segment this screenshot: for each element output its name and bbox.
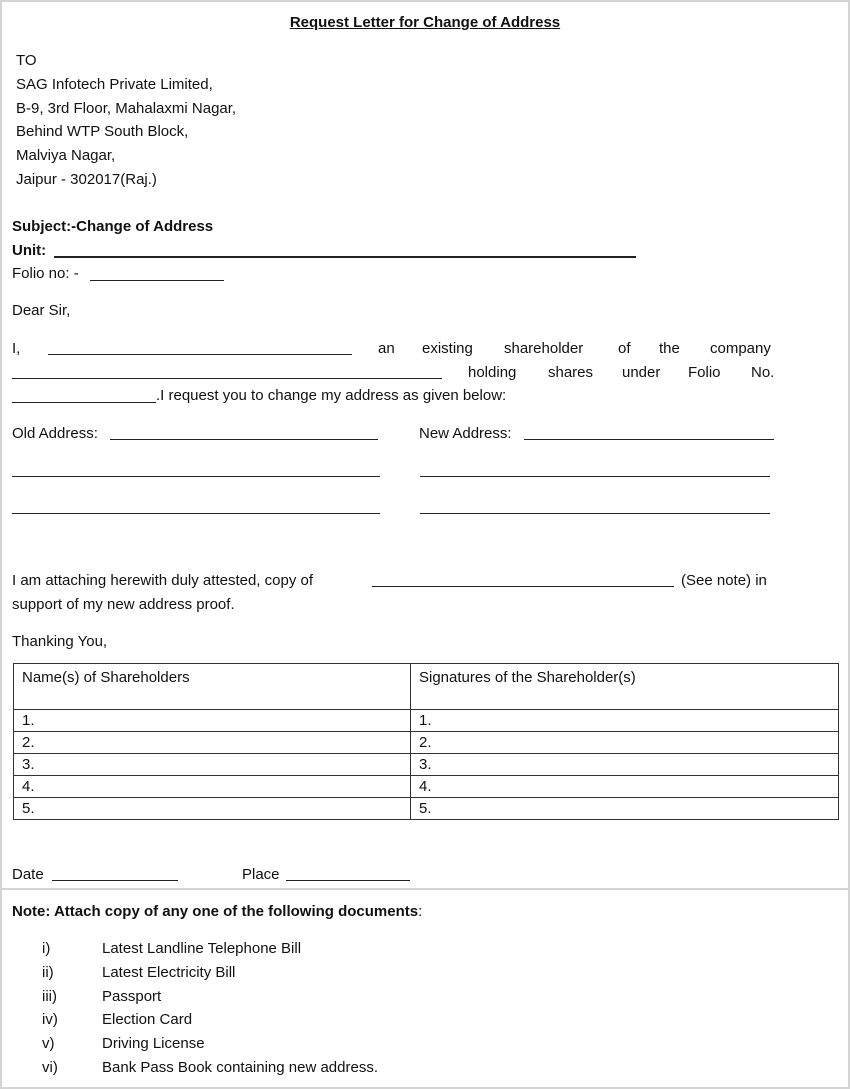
table-header-row: [14, 664, 839, 710]
new-address-field-1[interactable]: [524, 439, 774, 440]
place-field[interactable]: [286, 880, 410, 881]
list-item-number: iii): [42, 988, 57, 1005]
old-address-field-2[interactable]: [12, 476, 380, 477]
body-word: holding: [468, 364, 517, 381]
place-label: Place: [242, 866, 280, 883]
note-heading-colon: :: [418, 903, 423, 920]
list-item: Latest Landline Telephone Bill: [102, 940, 302, 957]
list-item-number: ii): [42, 964, 54, 981]
new-address-label: New Address:: [419, 425, 512, 442]
new-address-field-3[interactable]: [420, 513, 770, 514]
salutation: Dear Sir,: [12, 302, 71, 319]
body-word: shareholder: [504, 340, 584, 357]
name-cell[interactable]: 4.: [14, 776, 411, 798]
unit-field[interactable]: [54, 256, 636, 258]
body-word: company: [710, 340, 771, 357]
signature-cell[interactable]: 2.: [411, 732, 839, 754]
shareholder-name-field[interactable]: [48, 354, 352, 355]
shareholders-table: [13, 663, 839, 820]
body-word: Folio: [688, 364, 721, 381]
list-item: Election Card: [102, 1011, 193, 1028]
list-item-number: vi): [42, 1059, 58, 1076]
table-row: [14, 776, 839, 798]
recipient-line: Jaipur - 302017(Raj.): [16, 171, 157, 188]
body-word: under: [622, 364, 661, 381]
body-word: existing: [422, 340, 473, 357]
list-item: Driving License: [102, 1035, 205, 1052]
body-request-text: .I request you to change my address as given below:: [156, 387, 507, 404]
section-divider: [2, 888, 848, 890]
body-word: shares: [548, 364, 594, 381]
document-copy-field[interactable]: [372, 586, 674, 587]
list-item-number: i): [42, 940, 51, 957]
attach-text-prefix: I am attaching herewith duly attested, copy of: [12, 572, 314, 589]
name-cell[interactable]: 5.: [14, 798, 411, 820]
document-title: Request Letter for Change of Address: [289, 14, 561, 31]
body-word: No.: [751, 364, 775, 381]
date-label: Date: [12, 866, 44, 883]
recipient-to: TO: [16, 52, 37, 69]
table-row: [14, 798, 839, 820]
list-item: Bank Pass Book containing new address.: [102, 1059, 378, 1076]
recipient-line: SAG Infotech Private Limited,: [16, 76, 213, 93]
attach-text-suffix: (See note) in: [681, 572, 767, 589]
body-word: an: [378, 340, 395, 357]
body-word: of: [618, 340, 631, 357]
old-address-field-1[interactable]: [110, 439, 378, 440]
folio-label: Folio no: -: [12, 265, 79, 282]
table-row: [14, 754, 839, 776]
body-word: the: [659, 340, 680, 357]
subject-line: Subject:-Change of Address: [12, 218, 214, 235]
list-item: Passport: [102, 988, 162, 1005]
letter-page: [2, 2, 848, 1087]
folio-number-field[interactable]: [12, 402, 156, 403]
unit-label: Unit:: [12, 242, 47, 259]
recipient-line: Behind WTP South Block,: [16, 123, 189, 140]
signature-cell[interactable]: 1.: [411, 710, 839, 732]
folio-field[interactable]: [90, 280, 224, 281]
recipient-line: B-9, 3rd Floor, Mahalaxmi Nagar,: [16, 100, 237, 117]
old-address-field-3[interactable]: [12, 513, 380, 514]
note-heading: [12, 903, 422, 921]
signature-cell[interactable]: 3.: [411, 754, 839, 776]
attach-text-line2: support of my new address proof.: [12, 596, 235, 613]
name-cell[interactable]: 3.: [14, 754, 411, 776]
name-cell[interactable]: 1.: [14, 710, 411, 732]
signature-cell[interactable]: 4.: [411, 776, 839, 798]
new-address-field-2[interactable]: [420, 476, 770, 477]
body-i-label: I,: [12, 340, 21, 357]
old-address-label: Old Address:: [12, 425, 98, 442]
note-heading-text: Note: Attach copy of any one of the following documents: [12, 903, 419, 920]
table-row: [14, 732, 839, 754]
signature-cell[interactable]: 5.: [411, 798, 839, 820]
name-cell[interactable]: 2.: [14, 732, 411, 754]
list-item-number: iv): [42, 1011, 58, 1028]
list-item-number: v): [42, 1035, 55, 1052]
company-name-field[interactable]: [12, 378, 442, 379]
table-header-names: Name(s) of Shareholders: [14, 664, 411, 710]
list-item: Latest Electricity Bill: [102, 964, 236, 981]
table-row: [14, 710, 839, 732]
recipient-line: Malviya Nagar,: [16, 147, 116, 164]
table-header-signatures: Signatures of the Shareholder(s): [411, 664, 839, 710]
date-field[interactable]: [52, 880, 178, 881]
closing: Thanking You,: [12, 633, 108, 650]
